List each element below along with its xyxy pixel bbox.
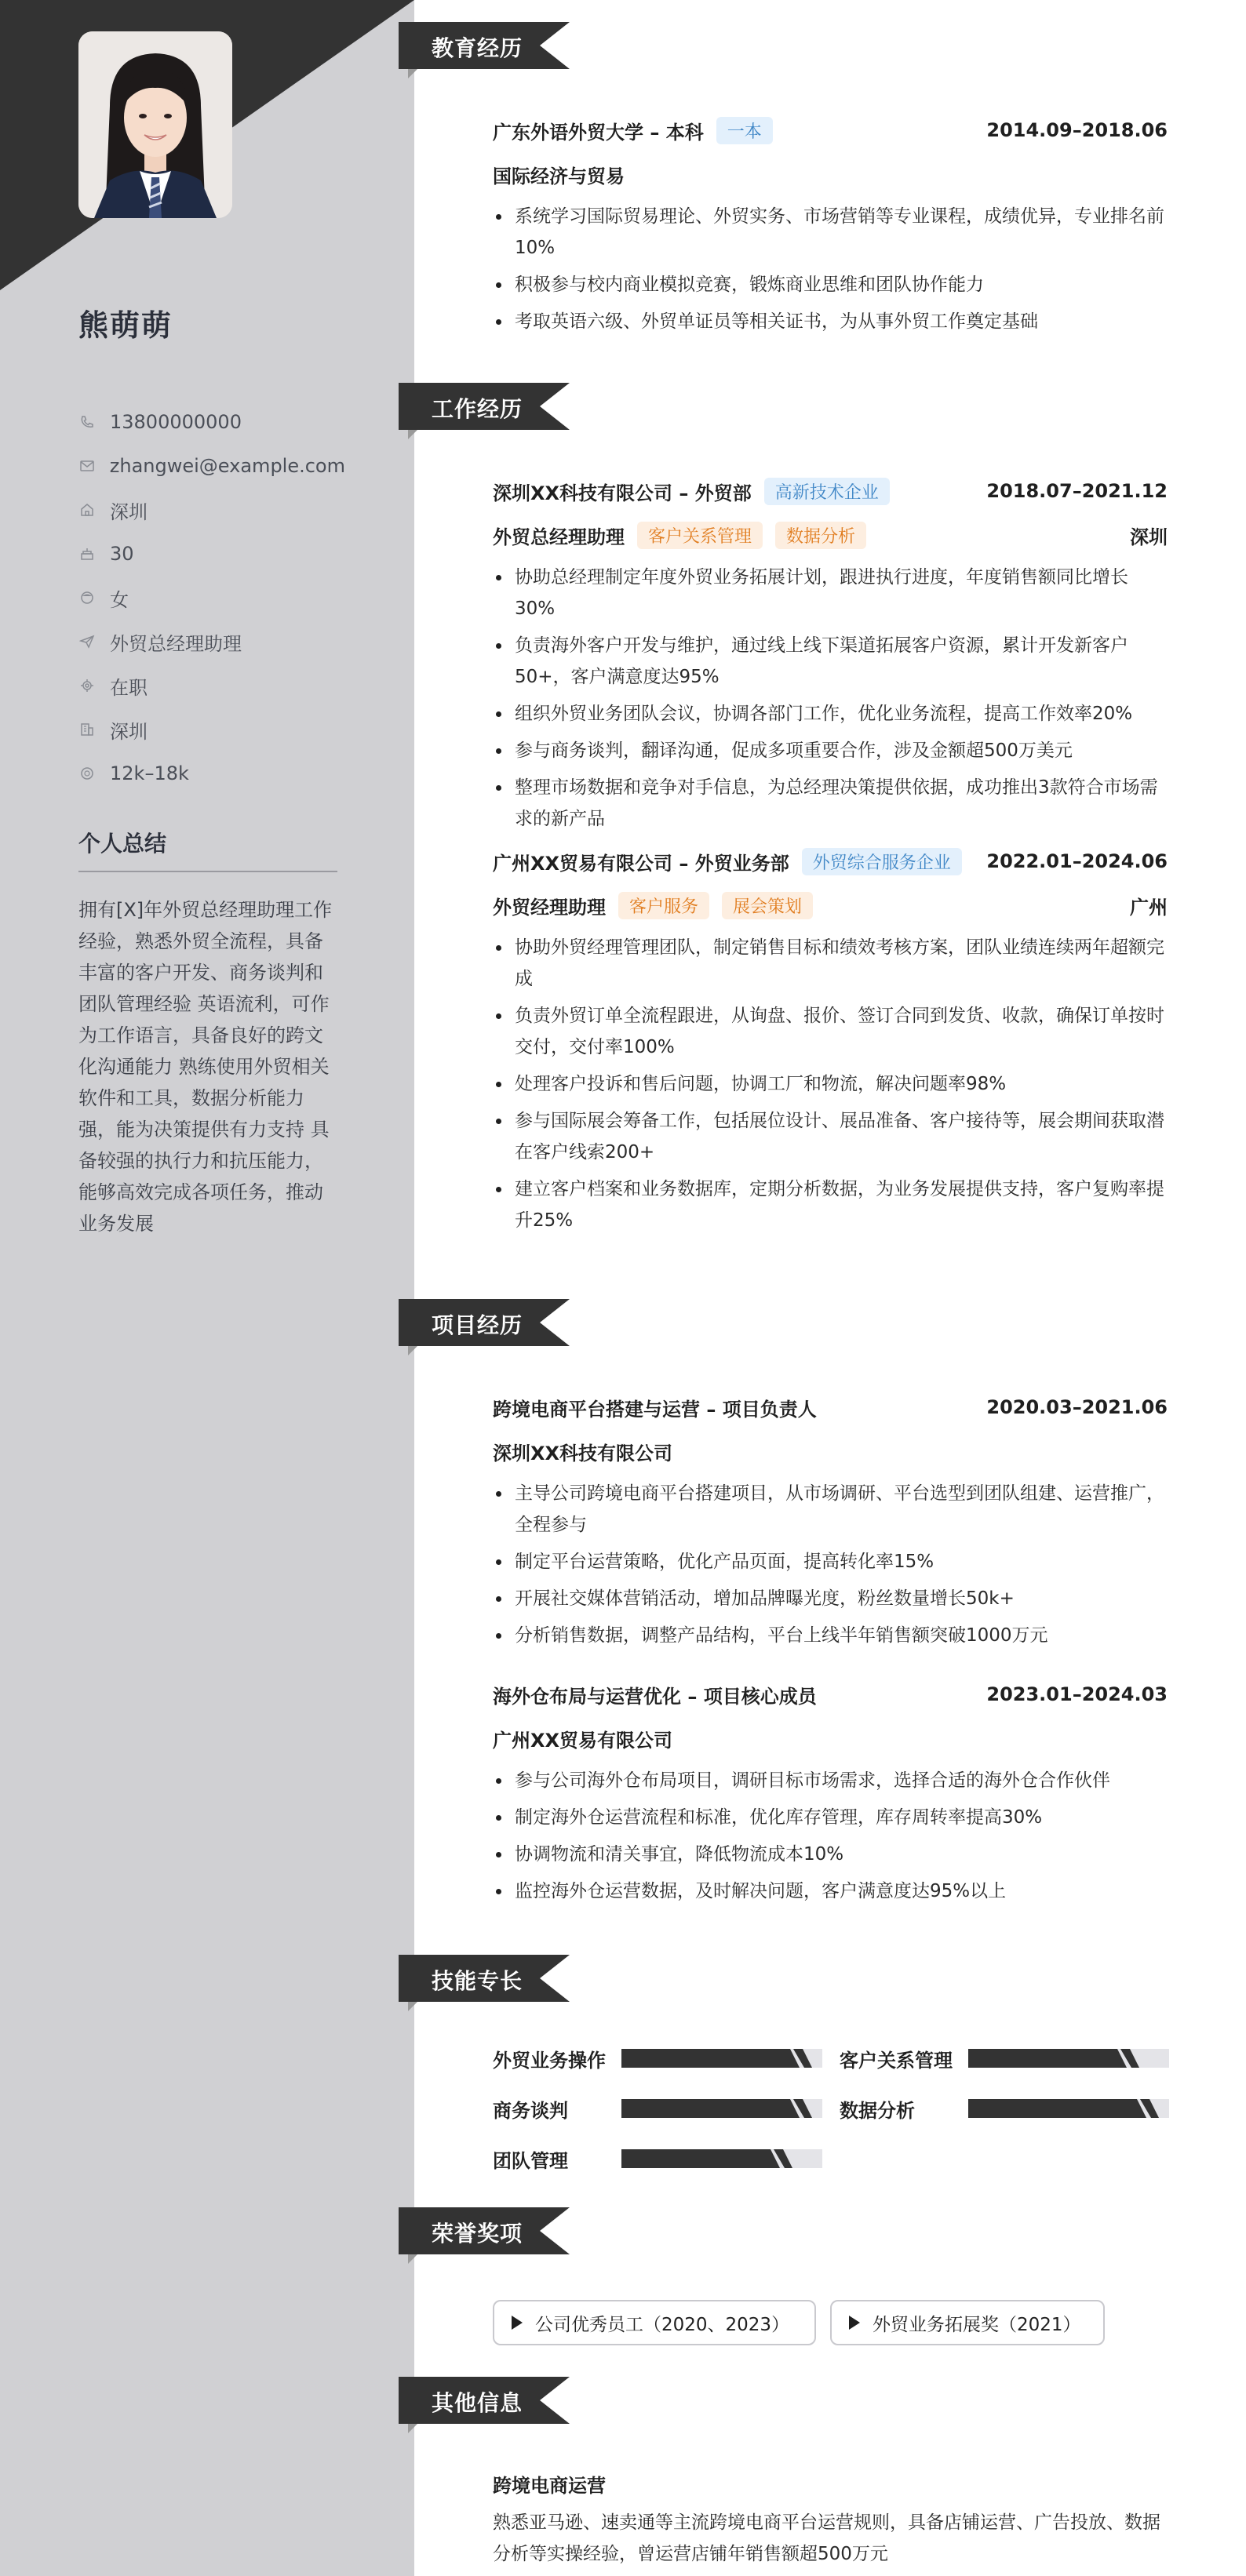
skill-bar xyxy=(621,2049,822,2068)
company-tag: 高新技术企业 xyxy=(764,478,890,505)
list-item: 参与公司海外仓布局项目，调研目标市场需求，选择合适的海外仓合作伙伴 xyxy=(493,1765,1168,1796)
project-entry-2 xyxy=(493,1679,1168,1912)
work-city: 广州 xyxy=(1130,896,1168,919)
list-item: 负责外贸订单全流程跟进，从询盘、报价、签订合同到发货、收款，确保订单按时交付，交付率100% xyxy=(493,1000,1168,1063)
play-triangle-icon xyxy=(849,2316,860,2330)
skill-bar-fill xyxy=(621,2049,822,2068)
list-item: 开展社交媒体营销活动，增加品牌曝光度，粉丝数量增长50k+ xyxy=(493,1583,1168,1614)
contact-email xyxy=(78,444,345,488)
contact-work-city xyxy=(78,708,345,751)
section-title-projects: 项目经历 xyxy=(432,1312,523,1338)
work-entry-2 xyxy=(493,846,1168,1242)
other-title: 跨境电商运营 xyxy=(493,2474,606,2497)
work-bullets xyxy=(493,562,1168,835)
skill-label: 团队管理 xyxy=(493,2149,568,2172)
contact-email-text: zhangwei@example.com xyxy=(109,455,345,477)
list-item: 组织外贸业务团队会议，协调各部门工作，优化业务流程，提高工作效率20% xyxy=(493,698,1168,730)
award-text: 公司优秀员工（2020、2023） xyxy=(535,2314,790,2335)
section-header-education xyxy=(399,22,570,85)
education-bullets xyxy=(493,201,1168,337)
role-tag: 客户服务 xyxy=(618,892,709,919)
section-header-projects xyxy=(399,1299,570,1362)
list-item: 积极参与校内商业模拟竞赛，锻炼商业思维和团队协作能力 xyxy=(493,269,1168,300)
contact-phone xyxy=(78,400,345,444)
avatar xyxy=(78,31,232,218)
list-item: 协助总经理制定年度外贸业务拓展计划，跟进执行进度，年度销售额同比增长30% xyxy=(493,562,1168,624)
work-date: 2018.07–2021.12 xyxy=(986,480,1168,502)
section-title-skills: 技能专长 xyxy=(432,1968,523,1994)
skill-bar xyxy=(621,2149,822,2168)
project-date: 2023.01–2024.03 xyxy=(986,1683,1168,1705)
building-icon xyxy=(78,721,96,738)
education-date: 2014.09–2018.06 xyxy=(986,119,1168,141)
list-item: 考取英语六级、外贸单证员等相关证书，为从事外贸工作奠定基础 xyxy=(493,306,1168,337)
project-bullets xyxy=(493,1765,1168,1907)
list-item: 负责海外客户开发与维护，通过线上线下渠道拓展客户资源，累计开发新客户50+，客户满意度达95% xyxy=(493,630,1168,693)
work-bullets xyxy=(493,932,1168,1236)
work-date: 2022.01–2024.06 xyxy=(986,850,1168,872)
award-badge xyxy=(493,2300,816,2345)
contact-position-text: 外贸总经理助理 xyxy=(110,632,242,655)
contact-position xyxy=(78,620,345,664)
project-date: 2020.03–2021.06 xyxy=(986,1396,1168,1418)
profile-name: 熊萌萌 xyxy=(78,308,173,343)
summary-divider xyxy=(78,871,337,872)
skill-bar xyxy=(968,2099,1169,2118)
contact-salary-text: 12k–18k xyxy=(110,762,189,784)
skill-label: 外贸业务操作 xyxy=(493,2049,606,2072)
send-icon xyxy=(78,633,96,650)
list-item: 参与国际展会筹备工作，包括展位设计、展品准备、客户接待等，展会期间获取潜在客户线索200+ xyxy=(493,1105,1168,1168)
education-entry xyxy=(493,115,1168,343)
skill-bar xyxy=(621,2099,822,2118)
skill-item xyxy=(840,2043,1169,2074)
cake-icon xyxy=(78,545,96,562)
section-title-honors: 荣誉奖项 xyxy=(432,2221,523,2247)
project-org: 广州XX贸易有限公司 xyxy=(493,1729,673,1752)
sidebar xyxy=(0,0,414,2576)
skill-label: 商务谈判 xyxy=(493,2099,568,2122)
skill-bar-fill xyxy=(621,2099,822,2118)
list-item: 监控海外仓运营数据，及时解决问题，客户满意度达95%以上 xyxy=(493,1876,1168,1907)
work-city: 深圳 xyxy=(1130,526,1168,548)
section-title-work: 工作经历 xyxy=(432,396,523,422)
work-company: 广州XX贸易有限公司 – 外贸业务部 xyxy=(493,852,789,875)
skill-bar-fill xyxy=(621,2149,822,2168)
contact-gender-text: 女 xyxy=(110,588,129,611)
skill-label: 数据分析 xyxy=(840,2099,915,2122)
play-triangle-icon xyxy=(512,2316,523,2330)
other-entry xyxy=(493,2468,1168,2570)
list-item: 制定海外仓运营流程和标准，优化库存管理，库存周转率提高30% xyxy=(493,1802,1168,1833)
skill-item xyxy=(840,2093,1169,2124)
skill-item xyxy=(493,2043,822,2074)
list-item: 整理市场数据和竞争对手信息，为总经理决策提供依据，成功推出3款符合市场需求的新产品 xyxy=(493,772,1168,835)
role-tag: 展会策划 xyxy=(722,892,813,919)
contact-phone-text: 13800000000 xyxy=(110,411,242,433)
section-header-work xyxy=(399,383,570,446)
other-text: 熟悉亚马逊、速卖通等主流跨境电商平台运营规则，具备店铺运营、广告投放、数据分析等实操经验，曾运营店铺年销售额超500万元 xyxy=(493,2512,1160,2564)
list-item: 协助外贸经理管理团队，制定销售目标和绩效考核方案，团队业绩连续两年超额完成 xyxy=(493,932,1168,995)
company-tag: 外贸综合服务企业 xyxy=(802,848,962,875)
education-major: 国际经济与贸易 xyxy=(493,165,625,187)
section-header-skills xyxy=(399,1955,570,2018)
mail-icon xyxy=(78,457,96,475)
skill-item xyxy=(493,2143,822,2174)
contact-work-city-text: 深圳 xyxy=(110,720,148,743)
award-text: 外贸业务拓展奖（2021） xyxy=(873,2314,1081,2335)
contact-age-text: 30 xyxy=(110,543,134,565)
contact-list xyxy=(78,400,345,795)
contact-city xyxy=(78,488,345,532)
skill-bar-fill xyxy=(968,2099,1169,2118)
work-entry-1 xyxy=(493,475,1168,840)
skill-bar xyxy=(968,2049,1169,2068)
section-header-honors xyxy=(399,2207,570,2270)
project-bullets xyxy=(493,1478,1168,1651)
role-tag: 数据分析 xyxy=(775,522,866,549)
list-item: 参与商务谈判，翻译沟通，促成多项重要合作，涉及金额超500万美元 xyxy=(493,735,1168,766)
skills-grid xyxy=(493,2043,1168,2184)
project-name: 跨境电商平台搭建与运营 – 项目负责人 xyxy=(493,1398,817,1421)
list-item: 制定平台运营策略，优化产品页面，提高转化率15% xyxy=(493,1546,1168,1577)
role-tag: 客户关系管理 xyxy=(637,522,763,549)
contact-city-text: 深圳 xyxy=(110,500,148,523)
skill-item xyxy=(493,2093,822,2124)
section-header-other xyxy=(399,2377,570,2440)
contact-salary xyxy=(78,751,345,795)
coin-icon xyxy=(78,765,96,782)
work-company: 深圳XX科技有限公司 – 外贸部 xyxy=(493,482,752,504)
list-item: 协调物流和清关事宜，降低物流成本10% xyxy=(493,1839,1168,1870)
contact-age xyxy=(78,532,345,576)
list-item: 主导公司跨境电商平台搭建项目，从市场调研、平台选型到团队组建、运营推广，全程参与 xyxy=(493,1478,1168,1541)
work-role: 外贸经理助理 xyxy=(493,896,606,919)
gender-icon xyxy=(78,589,96,606)
project-name: 海外仓布局与运营优化 – 项目核心成员 xyxy=(493,1685,817,1708)
section-title-education: 教育经历 xyxy=(432,35,523,61)
contact-gender xyxy=(78,576,345,620)
project-entry-1 xyxy=(493,1392,1168,1657)
contact-status xyxy=(78,664,345,708)
contact-status-text: 在职 xyxy=(110,676,148,699)
summary-title: 个人总结 xyxy=(78,831,167,857)
education-school: 广东外语外贸大学 – 本科 xyxy=(493,121,704,144)
skill-bar-fill xyxy=(968,2049,1169,2068)
summary-text: 拥有[X]年外贸总经理助理工作经验，熟悉外贸全流程，具备丰富的客户开发、商务谈判和团队管理经验 英语流利，可作为工作语言，具备良好的跨文化沟通能力 熟练使用外贸相关软件和工具，数据分析能力强，能为决策提供有力支持 具备较强的执行力和抗压能力，能够高效完成各项任务，推动业务发展 xyxy=(78,899,333,1235)
list-item: 建立客户档案和业务数据库，定期分析数据，为业务发展提供支持，客户复购率提升25% xyxy=(493,1173,1168,1236)
skill-label: 客户关系管理 xyxy=(840,2049,953,2072)
list-item: 系统学习国际贸易理论、外贸实务、市场营销等专业课程，成绩优异，专业排名前10% xyxy=(493,201,1168,264)
education-tag: 一本 xyxy=(716,117,773,144)
award-badge xyxy=(830,2300,1105,2345)
list-item: 分析销售数据，调整产品结构，平台上线半年销售额突破1000万元 xyxy=(493,1620,1168,1651)
phone-icon xyxy=(78,413,96,431)
gear-icon xyxy=(78,677,96,694)
list-item: 处理客户投诉和售后问题，协调工厂和物流，解决问题率98% xyxy=(493,1068,1168,1100)
work-role: 外贸总经理助理 xyxy=(493,526,625,548)
project-org: 深圳XX科技有限公司 xyxy=(493,1442,673,1464)
home-icon xyxy=(78,501,96,518)
section-title-other: 其他信息 xyxy=(432,2390,523,2416)
